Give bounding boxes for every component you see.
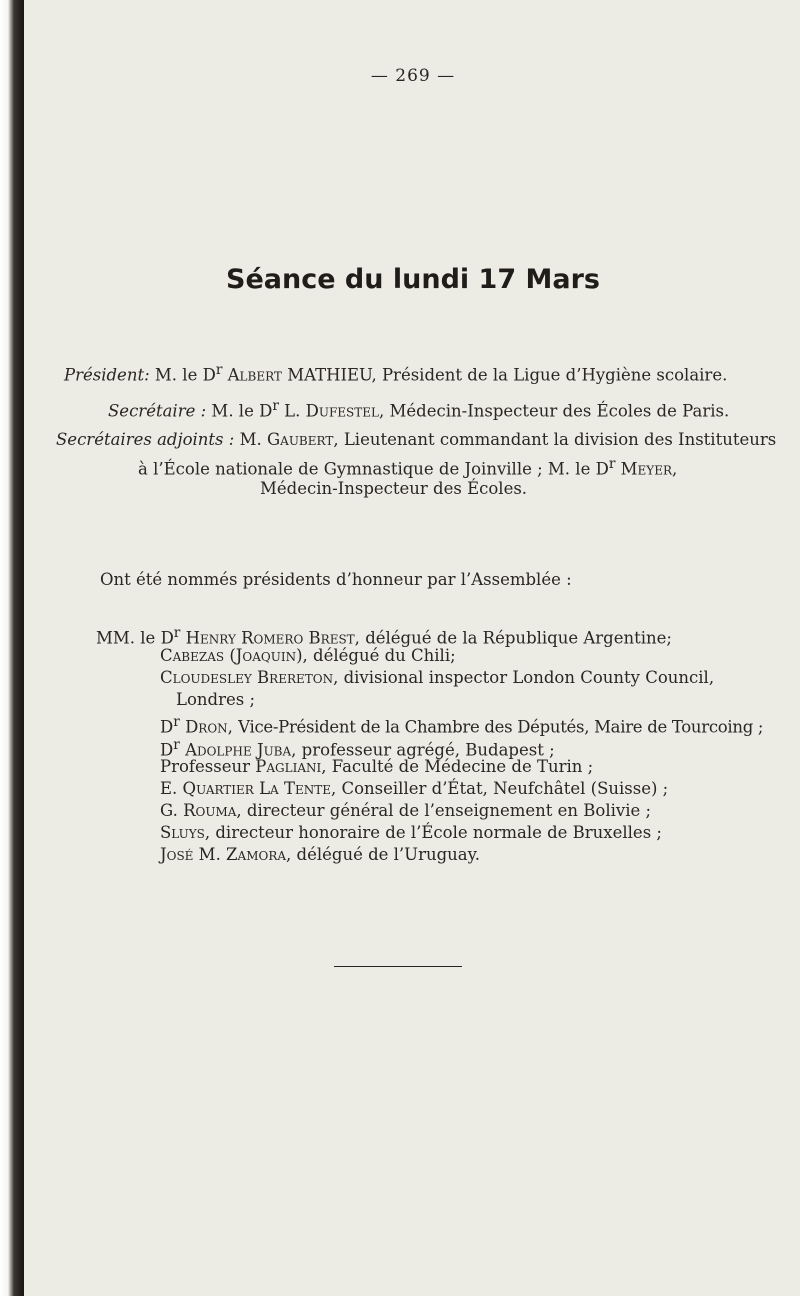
honorary-2-rest: délégué du Chili;	[313, 646, 456, 665]
honorary-9-prefix: G.	[160, 801, 178, 820]
honorary-1-name: Henry Romero Brest,	[185, 628, 360, 648]
honorary-1-rest: délégué de la République Argentine;	[365, 628, 672, 648]
adjoints-rest-1: Lieutenant commandant la division des Instituteurs	[343, 430, 777, 449]
secretaire-name: Dufestel,	[305, 401, 385, 421]
honorary-line-3	[160, 666, 714, 690]
president-label: Président:	[64, 365, 150, 385]
president-line	[64, 358, 727, 388]
section-divider	[334, 966, 462, 967]
honorary-6-sup: r	[173, 737, 180, 753]
secretaire-line	[108, 394, 729, 424]
adjoints-line-1	[56, 428, 776, 452]
adjoints-prefix: M.	[239, 430, 262, 449]
honorary-5-name: Dron,	[185, 717, 233, 737]
honorary-9-rest: directeur général de l’enseignement en Bolivie ;	[246, 801, 652, 820]
honorary-7-rest: Faculté de Médecine de Turin ;	[331, 757, 594, 776]
secretaire-label: Secrétaire :	[108, 401, 207, 421]
adjoints-line-2-text: à l’École nationale de Gymnastique de Joinville ; M. le D	[138, 459, 609, 479]
honorary-8-prefix: E.	[160, 779, 178, 798]
honorary-10-name: Sluys,	[160, 823, 211, 842]
page-title: Séance du lundi 17 Mars	[226, 264, 600, 295]
honorary-6-prefix: D	[160, 740, 174, 760]
honorary-6-name: Adolphe Juba,	[185, 740, 297, 760]
adjoints-sup: r	[608, 456, 616, 472]
honorary-3-name: Cloudesley Brereton,	[160, 668, 339, 687]
honorary-7-name: Pagliani,	[255, 757, 327, 776]
adjoints-name-2: Meyer,	[620, 459, 678, 479]
honorary-line-4: Londres ;	[176, 690, 256, 709]
honorary-3-rest: divisional inspector London County Council,	[343, 668, 715, 687]
honorary-line-11	[160, 843, 480, 867]
president-surname: MATHIEU,	[287, 365, 377, 385]
secretaire-sup: r	[272, 398, 279, 414]
honorary-8-rest: Conseiller d’État, Neufchâtel (Suisse) ;	[341, 779, 669, 798]
honorary-2-name: Cabezas (Joaquin),	[160, 646, 308, 665]
honorary-11-name: José M. Zamora,	[160, 845, 292, 864]
honorary-line-8	[160, 777, 668, 801]
book-spine-edge	[0, 0, 22, 1296]
honorary-line-10	[160, 821, 662, 845]
president-rest: Président de la Ligue d’Hygiène scolaire.	[381, 365, 728, 385]
honorary-line-9	[160, 799, 651, 823]
adjoints-line-3: Médecin-Inspecteur des Écoles.	[260, 479, 528, 498]
honorary-11-rest: délégué de l’Uruguay.	[296, 845, 480, 864]
honorary-line-7	[160, 755, 593, 779]
document-page	[22, 0, 800, 1296]
honorary-9-name: Rouma,	[183, 801, 242, 820]
honorary-5-sup: r	[173, 714, 180, 730]
adjoints-name-1: Gaubert,	[266, 430, 339, 449]
honorary-7-prefix: Professeur	[160, 757, 251, 776]
honorary-1-sup: r	[173, 625, 181, 641]
honorary-line-2	[160, 644, 456, 668]
president-name: Albert	[227, 365, 282, 385]
secretaire-prefix: M. le D	[211, 401, 273, 421]
president-sup: r	[215, 362, 223, 378]
secretaire-initial: L.	[284, 401, 301, 421]
intro-text: Ont été nommés présidents d’honneur par l’Assemblée :	[100, 570, 572, 589]
page-number: — 269 —	[370, 66, 456, 86]
honorary-5-prefix: D	[160, 717, 174, 737]
honorary-8-name: Quartier La Tente,	[182, 779, 337, 798]
honorary-10-rest: directeur honoraire de l’École normale de Bruxelles ;	[215, 823, 662, 842]
adjoints-label: Secrétaires adjoints :	[56, 430, 235, 449]
honorary-6-rest: professeur agrégé, Budapest ;	[301, 740, 555, 760]
honorary-1-prefix: MM. le D	[96, 628, 174, 648]
honorary-5-rest: Vice-Président de la Chambre des Députés, Maire de Tourcoing ;	[238, 717, 764, 737]
secretaire-rest: Médecin-Inspecteur des Écoles de Paris.	[389, 401, 730, 421]
president-prefix: M. le D	[154, 365, 216, 385]
